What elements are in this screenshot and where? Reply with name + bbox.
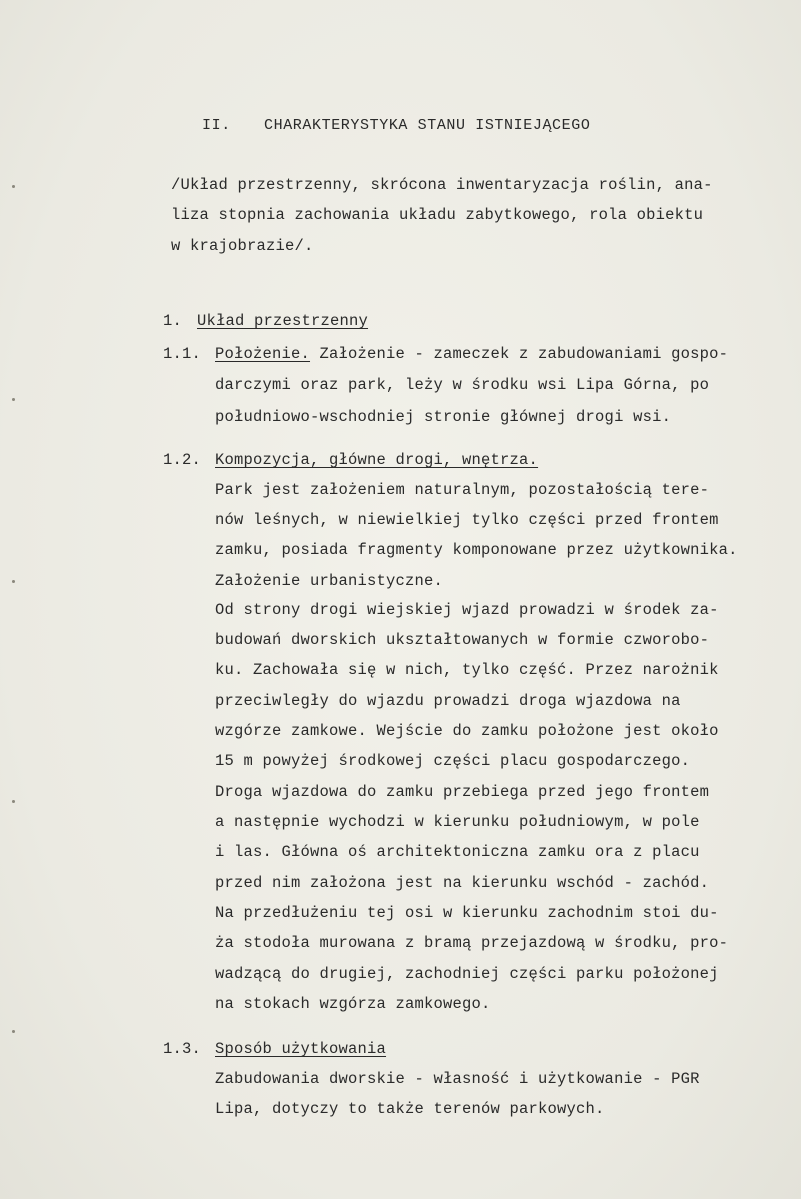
paragraph-line: ża stodoła murowana z bramą przejazdową w środku, pro- — [215, 934, 729, 952]
paragraph-line: Na przedłużeniu tej osi w kierunku zachodnim stoi du- — [215, 904, 719, 922]
margin-mark — [12, 185, 15, 188]
margin-mark — [12, 800, 15, 803]
paragraph-line: darczymi oraz park, leży w środku wsi Lipa Górna, po — [215, 376, 710, 394]
paragraph-line: budowań dworskich ukształtowanych w formie czworobo- — [215, 631, 710, 649]
paragraph-line: a następnie wychodzi w kierunku południowym, w pole — [215, 813, 700, 831]
subsection-number: 1.2. — [163, 451, 202, 469]
intro-line: liza stopnia zachowania układu zabytkowego, rola obiektu — [171, 206, 704, 224]
paragraph-line: Od strony drogi wiejskiej wjazd prowadzi w środek za- — [215, 601, 719, 619]
subsection-title: Położenie. — [215, 345, 311, 363]
paragraph-line: zamku, posiada fragmenty komponowane przez użytkownika. — [215, 541, 738, 559]
subsection-title: Kompozycja, główne drogi, wnętrza. — [215, 451, 539, 469]
paragraph-line: 15 m powyżej środkowej części placu gospodarczego. — [215, 752, 691, 770]
section-title: Układ przestrzenny — [197, 312, 369, 330]
paragraph-line: ku. Zachowała się w nich, tylko część. Przez narożnik — [215, 661, 719, 679]
paragraph-line: Lipa, dotyczy to także terenów parkowych. — [215, 1100, 605, 1118]
paragraph-line: południowo-wschodniej stronie głównej drogi wsi. — [215, 408, 672, 426]
paragraph-line: przeciwległy do wjazdu prowadzi droga wjazdowa na — [215, 692, 681, 710]
subsection-first-line — [215, 345, 728, 363]
paragraph-line: Zabudowania dworskie - własność i użytkowanie - PGR — [215, 1070, 700, 1088]
paragraph-line: wadzącą do drugiej, zachodniej części parku położonej — [215, 965, 719, 983]
margin-mark — [12, 398, 15, 401]
paragraph-line: nów leśnych, w niewielkiej tylko części przed frontem — [215, 511, 719, 529]
margin-mark — [12, 1030, 15, 1033]
margin-mark — [12, 580, 15, 583]
paragraph-line: wzgórze zamkowe. Wejście do zamku położone jest około — [215, 722, 719, 740]
page-title: CHARAKTERYSTYKA STANU ISTNIEJĄCEGO — [264, 117, 591, 134]
paragraph-line: przed nim założona jest na kierunku wschód - zachód. — [215, 874, 710, 892]
intro-line: w krajobrazie/. — [171, 237, 314, 255]
paragraph-line: na stokach wzgórza zamkowego. — [215, 995, 491, 1013]
paragraph-text: Założenie - zameczek z zabudowaniami gospo- — [310, 345, 729, 363]
subsection-number: 1.1. — [163, 345, 202, 363]
paragraph-line: i las. Główna oś architektoniczna zamku ora z placu — [215, 843, 700, 861]
intro-line: /Układ przestrzenny, skrócona inwentaryzacja roślin, ana- — [171, 176, 713, 194]
subsection-number: 1.3. — [163, 1040, 202, 1058]
subsection-title: Sposób użytkowania — [215, 1040, 387, 1058]
section-number: 1. — [163, 312, 183, 330]
paragraph-line: Założenie urbanistyczne. — [215, 572, 444, 590]
paragraph-line: Park jest założeniem naturalnym, pozostałością tere- — [215, 481, 710, 499]
section-roman-number: II. — [202, 117, 231, 134]
paragraph-line: Droga wjazdowa do zamku przebiega przed jego frontem — [215, 783, 710, 801]
